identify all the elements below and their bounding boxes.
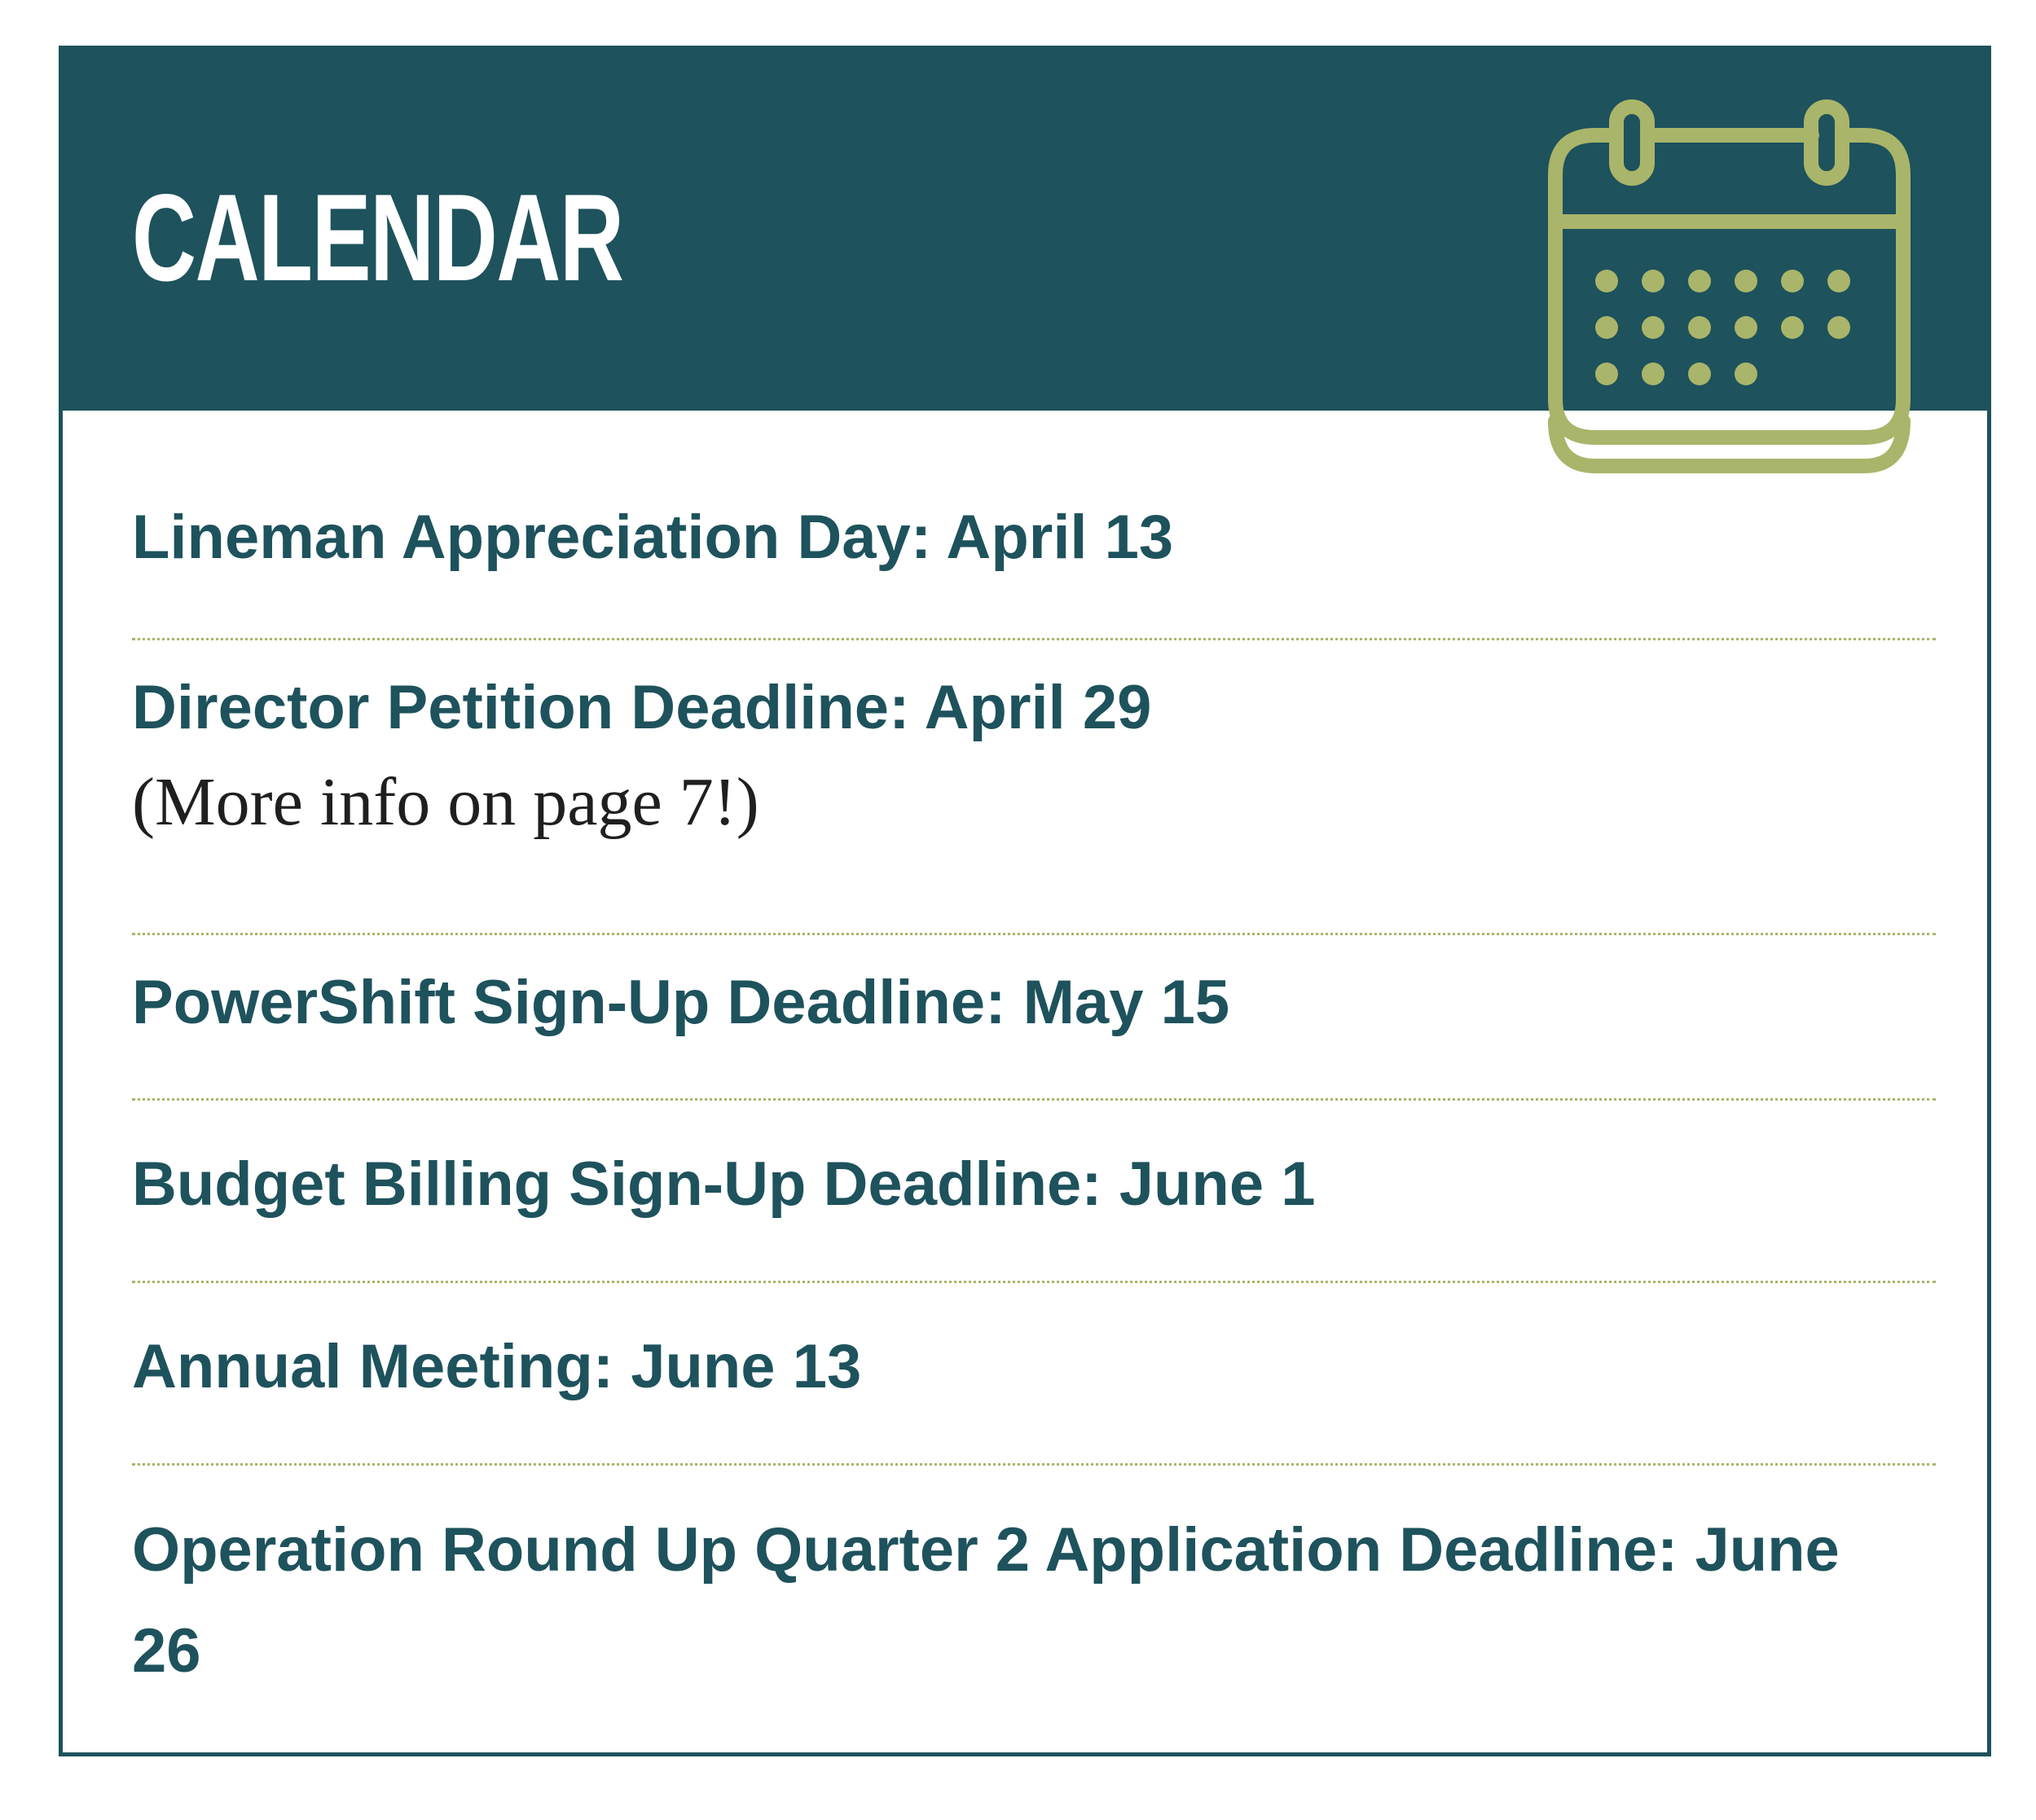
calendar-card: [59, 46, 1991, 1756]
event-title: Operation Round Up Quarter 2 Application Deadline: June 26: [132, 1515, 1840, 1686]
event-item: [132, 473, 1936, 640]
event-title: PowerShift Sign-Up Deadline: May 15: [132, 968, 1230, 1037]
event-note: (More info on page 7!): [132, 764, 759, 840]
event-item: [132, 1466, 1936, 1702]
event-list: [132, 473, 1936, 1702]
event-item: [132, 935, 1936, 1101]
event-title: Annual Meeting: June 13: [132, 1332, 862, 1401]
event-title: Budget Billing Sign-Up Deadline: June 1: [132, 1150, 1316, 1219]
event-item: [132, 1101, 1936, 1283]
event-item: [132, 1283, 1936, 1466]
event-title: Lineman Appreciation Day: April 13: [132, 503, 1174, 572]
event-title: Director Petition Deadline: April 29: [132, 673, 1152, 742]
calendar-title: CALENDAR: [132, 169, 623, 307]
calendar-icon: [1546, 99, 1913, 482]
event-item: [132, 640, 1936, 935]
